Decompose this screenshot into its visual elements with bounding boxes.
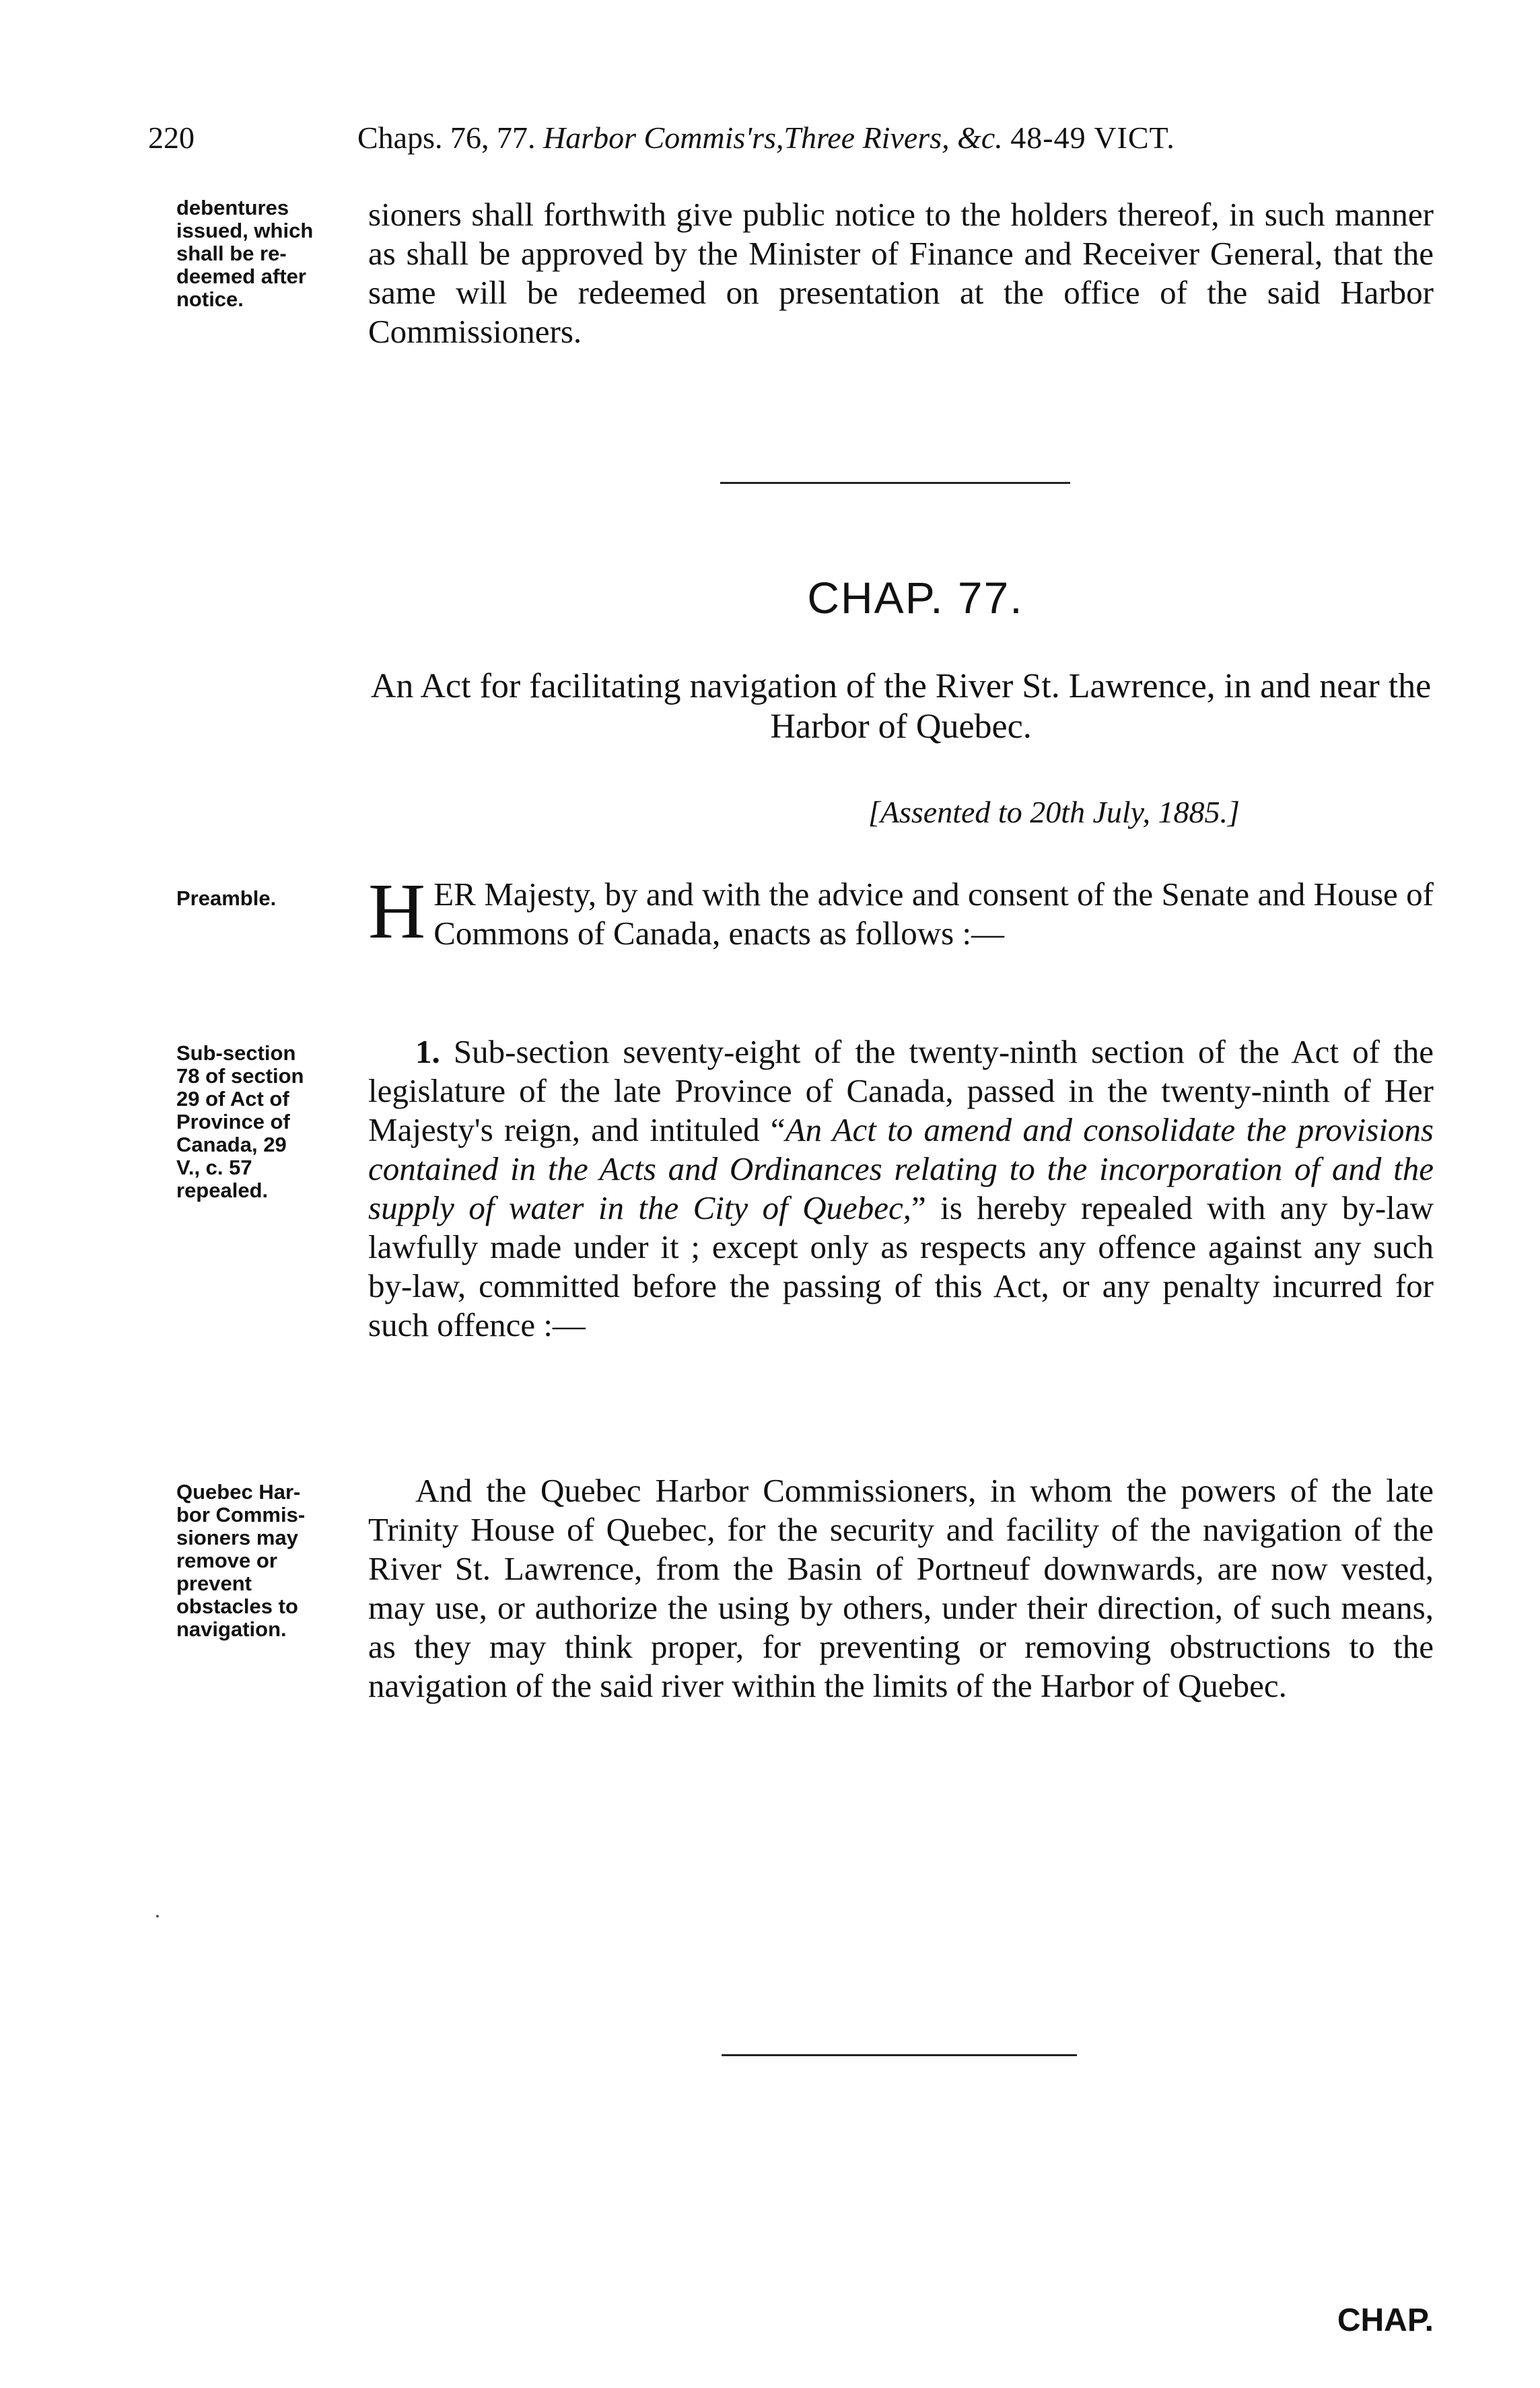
catchword: CHAP.	[1337, 2303, 1434, 2338]
section-1-paragraph	[368, 1032, 1434, 1345]
preamble-text: ER Majesty, by and with the advice and consent of the Senate and House of Commons of Canada, enacts as follows :—	[433, 876, 1434, 952]
section-divider	[720, 482, 1070, 484]
regnal-year: 48-49 VICT.	[1010, 120, 1175, 155]
section-1-text-before: Sub-section seventy-eight of the twenty-ninth section of the Act of the legislature of the late Province of Canada, passed in the twenty-ninth of Her Majesty's reign, and intituled “	[368, 1033, 1434, 1148]
margin-note-debentures: debentures issued, which shall be re- deemed after notice.	[176, 196, 314, 311]
running-header	[148, 120, 1434, 167]
section-number: 1.	[415, 1033, 440, 1070]
section-1-cited-act: An Act to amend and consolidate the provisions contained in the Acts and Ordinances relating to the incorporation of and the supply of water in the City of Quebec,	[368, 1111, 1434, 1226]
margin-note-preamble: Preamble.	[176, 886, 277, 910]
preamble-paragraph	[368, 867, 1434, 955]
page-number: 220	[148, 120, 195, 155]
page-speck	[156, 1915, 159, 1918]
harbor-commissioners-paragraph: And the Quebec Harbor Commissioners, in whom the powers of the late Trinity House of Quebec, for the security and facility of the navigation of the River St. Lawrence, from the Basin of Portneuf downwards, are now vested, may use, or authorize the using by others, under their direction, of such means, as they may think proper, for preventing or removing obstructions to the navigation of the said river within the limits of the Harbor of Quebec.	[368, 1472, 1434, 1704]
assent-date: [Assented to 20th July, 1885.]	[868, 795, 1240, 829]
act-title: An Act for facilitating navigation of the River St. Lawrence, in and near the Harbor of Quebec.	[370, 667, 1432, 746]
chapter-heading: CHAP. 77.	[807, 573, 1024, 623]
chapter-numbers: Chaps. 76, 77.	[357, 120, 536, 155]
running-head	[357, 120, 1175, 155]
running-title: Harbor Commis'rs,Three Rivers, &c.	[543, 120, 1003, 155]
margin-note-section-1: Sub-section 78 of section 29 of Act of Province of Canada, 29 V., c. 57 repealed.	[176, 1041, 304, 1202]
continuation-paragraph: sioners shall forthwith give public notice to the holders thereof, in such manner as shall be approved by the Minister of Finance and Receiver General, that the same will be redeemed on presentation at the office of the said Harbor Commissioners.	[368, 196, 1434, 350]
drop-cap: H	[368, 867, 426, 955]
end-divider	[722, 2054, 1077, 2056]
section-1-text-after: ” is hereby repealed with any by-law lawfully made under it ; except only as respects any offence against any such by-law, committed before the passing of this Act, or any penalty incurred for such offence :—	[368, 1189, 1434, 1343]
margin-note-harbor-commissioners: Quebec Har- bor Commis- sioners may remove or prevent obstacles to navigation.	[176, 1480, 306, 1641]
